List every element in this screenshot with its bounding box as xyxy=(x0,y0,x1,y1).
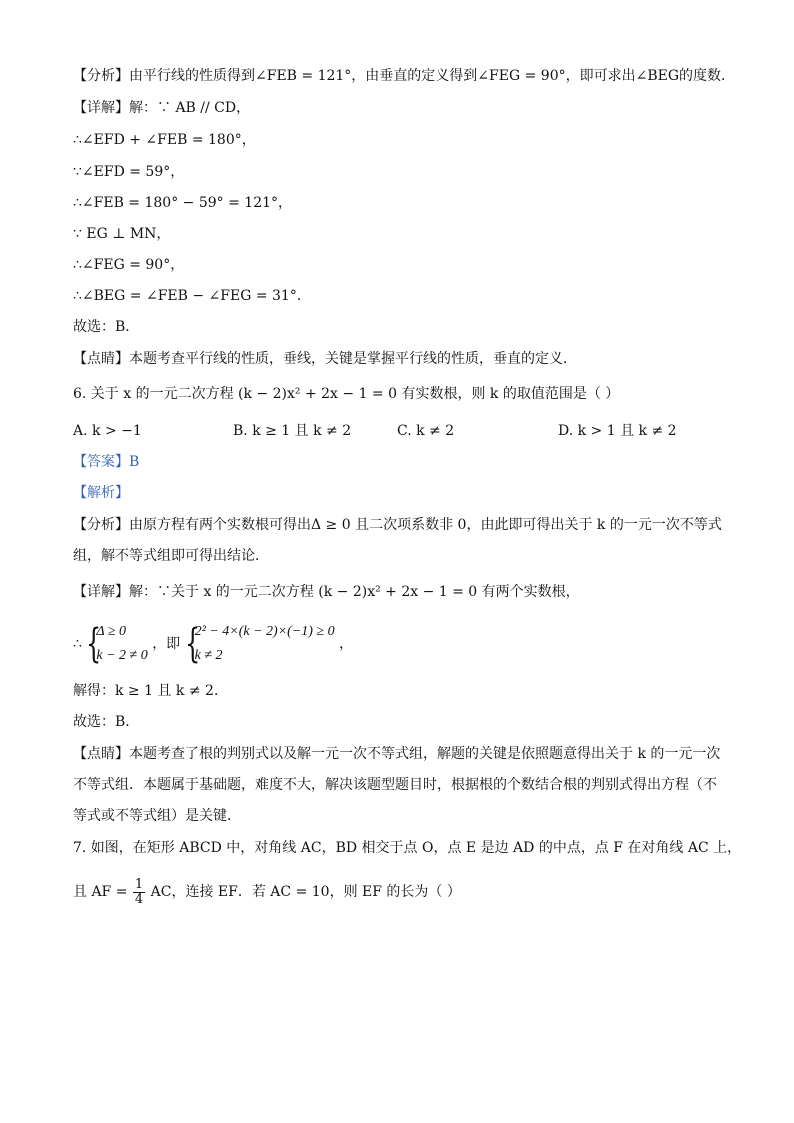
fraction-numerator: 1 xyxy=(134,876,144,892)
q5-detail-head: 【详解】解：∵ AB // CD， xyxy=(73,100,251,116)
left-brace-icon: { xyxy=(86,621,102,667)
system-1-row-1: Δ ≥ 0 xyxy=(96,624,127,639)
ji-text: ，即 xyxy=(152,636,181,652)
q6-analysis-line2: 组，解不等式组即可得出结论． xyxy=(73,548,269,564)
q5-comment: 【点睛】本题考查平行线的性质，垂线，关键是掌握平行线的性质，垂直的定义． xyxy=(73,351,577,367)
q6-comment-line3: 等式或不等式组）是关键． xyxy=(73,808,241,824)
system-1-row-2: k − 2 ≠ 0 xyxy=(96,648,148,663)
q5-step-6: ∴∠BEG = ∠FEB − ∠FEG = 31°． xyxy=(73,288,311,304)
fraction-denominator: 4 xyxy=(134,891,144,907)
q6-option-b: B. k ≥ 1 且 k ≠ 2 xyxy=(233,423,352,439)
q6-inequality-system xyxy=(73,620,353,668)
q6-answer: 【答案】B xyxy=(73,454,140,470)
q7-stem-line2 xyxy=(73,874,461,910)
q5-choice: 故选：B． xyxy=(73,319,140,335)
q6-option-a: A. k > −1 xyxy=(73,423,142,439)
therefore-symbol: ∴ xyxy=(73,636,82,652)
q5-analysis: 【分析】由平行线的性质得到∠FEB = 121°，由垂直的定义得到∠FEG = 90°，即可求出∠BEG的度数． xyxy=(73,68,736,84)
q6-choice: 故选：B． xyxy=(73,714,140,730)
q6-comment-line2: 不等式组．本题属于基础题，难度不大，解决该题型题目时，根据根的个数结合根的判别式得出方程（不 xyxy=(73,777,717,793)
system-2-row-2: k ≠ 2 xyxy=(194,648,223,663)
q6-option-c: C. k ≠ 2 xyxy=(397,423,455,439)
system-2-row-1: 2² − 4×(k − 2)×(−1) ≥ 0 xyxy=(194,624,335,639)
q6-analysis-line1: 【分析】由原方程有两个实数根可得出Δ ≥ 0 且二次项系数非 0，由此即可得出关于 k 的一元一次不等式 xyxy=(73,517,722,533)
q6-detail: 【详解】解：∵关于 x 的一元二次方程 (k − 2)x² + 2x − 1 = 0 有两个实数根， xyxy=(73,584,580,600)
q5-step-1: ∴∠EFD + ∠FEB = 180°， xyxy=(73,132,256,148)
q6-stem: 6. 关于 x 的一元二次方程 (k − 2)x² + 2x − 1 = 0 有实数根，则 k 的取值范围是（ ） xyxy=(73,386,620,402)
q6-comment-line1: 【点睛】本题考查了根的判别式以及解一元一次不等式组，解题的关键是依照题意得出关于 k 的一元一次 xyxy=(73,746,721,762)
q5-step-3: ∴∠FEB = 180° − 59° = 121°， xyxy=(73,195,293,211)
left-brace-icon: { xyxy=(184,621,200,667)
q7-stem-post: AC，连接 EF．若 AC = 10，则 EF 的长为（ ） xyxy=(150,884,461,900)
q7-stem-pre: 且 AF = xyxy=(73,884,128,900)
q7-stem-line1: 7. 如图，在矩形 ABCD 中，对角线 AC，BD 相交于点 O，点 E 是边 AD 的中点，点 F 在对角线 AC 上， xyxy=(73,840,742,856)
q6-jiexi-label: 【解析】 xyxy=(73,485,129,501)
comma-text: ， xyxy=(339,636,354,652)
q5-step-5: ∴∠FEG = 90°， xyxy=(73,257,185,273)
fraction xyxy=(133,878,145,907)
q6-solve: 解得：k ≥ 1 且 k ≠ 2． xyxy=(73,683,228,699)
q5-step-2: ∵∠EFD = 59°， xyxy=(73,164,185,180)
system-2 xyxy=(185,620,335,668)
system-1 xyxy=(86,620,147,668)
q6-option-d: D. k > 1 且 k ≠ 2 xyxy=(558,423,677,439)
q5-step-4: ∵ EG ⊥ MN， xyxy=(73,226,171,242)
